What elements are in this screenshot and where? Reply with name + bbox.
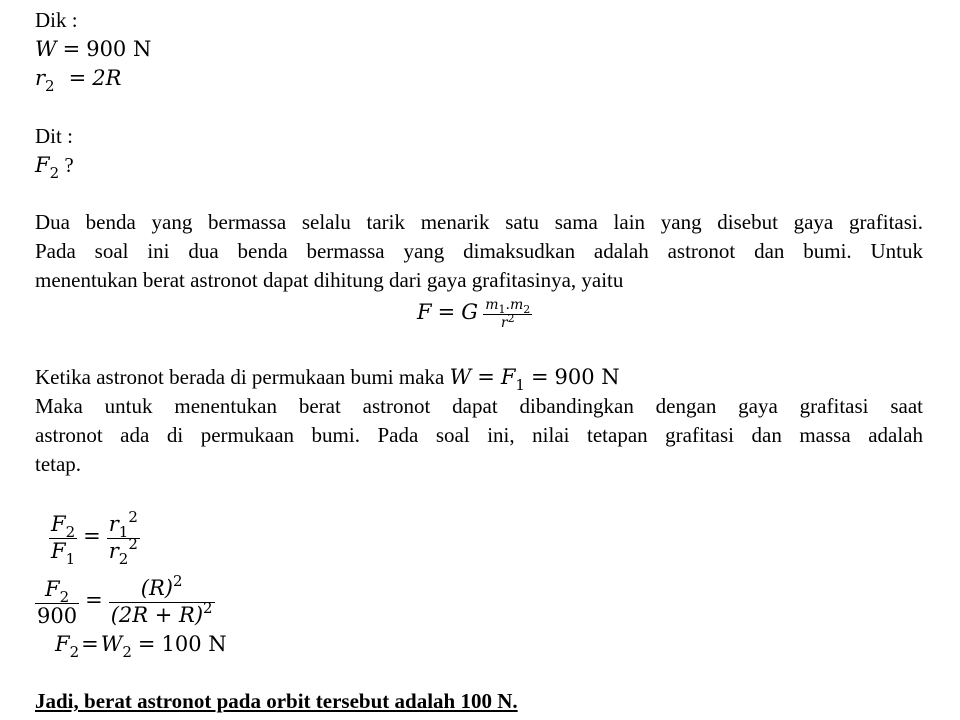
document-page <box>35 0 923 720</box>
radius-value: 2R <box>92 66 122 90</box>
given-weight: W = 900 N <box>35 37 152 61</box>
gravity-formula: F = G $\frac{m_1.m_2}{r^2}$ <box>417 296 531 331</box>
given-heading: Dik : <box>35 8 78 32</box>
asked-heading: Dit : <box>35 124 73 148</box>
conclusion: Jadi, berat astronot pada orbit tersebut adalah 100 N. <box>35 689 518 713</box>
substitution-equation: $\frac{F_2}{900}$ = $\frac{(R)^2}{(2R + R)^2}$ <box>37 571 213 628</box>
intro-line-1: Dua benda yang bermassa selalu tarik menarik satu sama lain yang disebut gaya grafitasi. <box>35 210 923 234</box>
result-equation: $F_2=W_2 = 100$ N <box>55 632 227 661</box>
compare-line-2: astronot ada di permukaan bumi. Pada soal ini, nilai tetapan grafitasi dan massa adalah <box>35 423 923 447</box>
radius-subscript: 2 <box>45 77 55 95</box>
asked-force <box>35 151 74 182</box>
ratio-equation: $\frac{F_2}{F_1}$ = $\frac{r_1^2}{r_2^2}$ <box>51 507 138 568</box>
formula-g: G <box>461 300 478 324</box>
formula-lhs: F <box>417 300 432 324</box>
force-ratio: $\frac{F_2}{F_1}$ <box>51 511 76 568</box>
formula-fraction: $\frac{m_1.m_2}{r^2}$ <box>485 296 531 331</box>
intro-line-3: menentukan berat astronot dapat dihitung dari gaya grafitasinya, yaitu <box>35 268 624 292</box>
force-subscript: 2 <box>49 164 60 182</box>
compare-line-1: Maka untuk menentukan berat astronot dapat dibandingkan dengan gaya grafitasi saat <box>35 394 923 418</box>
substitution-rhs: $\frac{(R)^2}{(2R + R)^2}$ <box>110 571 213 627</box>
radius-symbol: r <box>35 66 46 90</box>
weight-value: 900 N <box>86 37 152 61</box>
weight-symbol: W <box>35 37 57 61</box>
given-radius: $r_2 = 2R$ <box>35 66 122 95</box>
radius-ratio: $\frac{r_1^2}{r_2^2}$ <box>108 507 138 568</box>
compare-line-3: tetap. <box>35 452 82 476</box>
substitution-lhs: $\frac{F_2}{900}$ <box>37 576 78 628</box>
intro-line-2: Pada soal ini dua benda bermassa yang dimaksudkan adalah astronot dan bumi. Untuk <box>35 239 923 263</box>
surface-statement: Ketika astronot berada di permukaan bumi maka $W = F_1 = 900$ N <box>35 365 620 394</box>
surface-text: Ketika astronot berada di permukaan bumi maka <box>35 365 445 389</box>
force-symbol: F <box>35 153 50 177</box>
question-mark: ? <box>64 153 74 177</box>
